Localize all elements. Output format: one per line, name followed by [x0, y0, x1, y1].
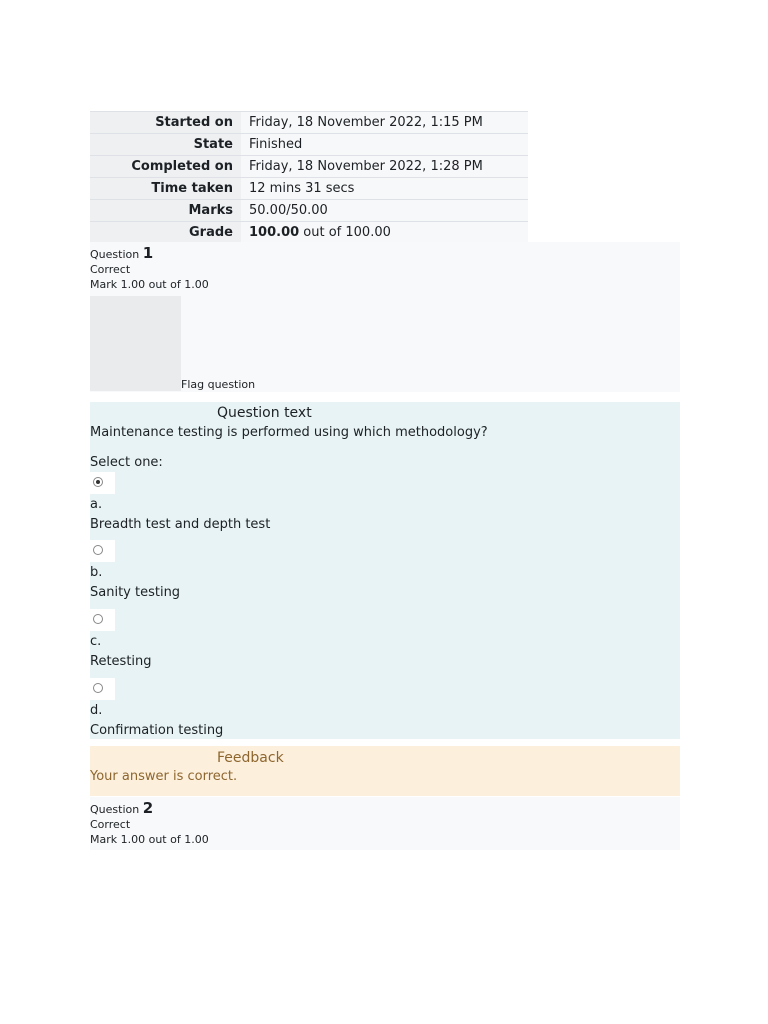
question-number-value: 2 [142, 799, 154, 817]
question-2-info [90, 797, 680, 850]
summary-value: 50.00/50.00 [241, 200, 528, 222]
radio-button-checked[interactable] [90, 472, 115, 494]
summary-label: Time taken [90, 178, 241, 200]
answer-text: Retesting [90, 654, 152, 669]
feedback-message: Your answer is correct. [90, 769, 238, 784]
radio-button[interactable] [90, 678, 115, 700]
answer-option-d[interactable] [90, 678, 390, 740]
summary-value [241, 222, 528, 244]
question-prefix: Question [90, 803, 140, 816]
question-grade: Mark 1.00 out of 1.00 [90, 278, 209, 291]
question-number-value: 1 [142, 244, 154, 262]
summary-row-started [90, 112, 528, 134]
answer-text: Breadth test and depth test [90, 517, 271, 532]
answer-text: Sanity testing [90, 585, 181, 600]
question-text: Maintenance testing is performed using which methodology? [90, 425, 488, 440]
summary-value: 12 mins 31 secs [241, 178, 528, 200]
answer-option-c[interactable] [90, 609, 390, 671]
question-number [90, 801, 680, 817]
summary-row-grade [90, 222, 528, 244]
summary-row-marks [90, 200, 528, 222]
question-prefix: Question [90, 248, 140, 261]
answer-option-a[interactable] [90, 472, 390, 534]
question-1-feedback [90, 746, 680, 796]
answer-letter: a. [90, 497, 103, 512]
summary-label: Started on [90, 112, 241, 134]
radio-button[interactable] [90, 609, 115, 631]
summary-label: Grade [90, 222, 241, 244]
question-text-header: Question text [217, 405, 312, 421]
summary-label: Completed on [90, 156, 241, 178]
summary-label: State [90, 134, 241, 156]
answer-text: Confirmation testing [90, 723, 224, 738]
answer-option-b[interactable] [90, 540, 390, 602]
answer-letter: b. [90, 565, 103, 580]
question-1-info [90, 242, 680, 392]
summary-row-state [90, 134, 528, 156]
summary-label: Marks [90, 200, 241, 222]
feedback-header: Feedback [217, 750, 284, 766]
question-number [90, 246, 680, 262]
question-grade: Mark 1.00 out of 1.00 [90, 833, 209, 846]
summary-value: Friday, 18 November 2022, 1:28 PM [241, 156, 528, 178]
flag-question-icon[interactable] [90, 296, 181, 391]
question-state: Correct [90, 818, 131, 831]
summary-row-completed [90, 156, 528, 178]
grade-out-of: out of 100.00 [299, 225, 391, 241]
summary-value: Friday, 18 November 2022, 1:15 PM [241, 112, 528, 134]
attempt-summary-table [90, 111, 528, 244]
summary-row-time-taken [90, 178, 528, 200]
question-1-formulation [90, 402, 680, 739]
select-one-prompt: Select one: [90, 455, 163, 470]
answer-letter: c. [90, 634, 102, 649]
question-state: Correct [90, 263, 131, 276]
flag-question-link[interactable]: Flag question [181, 378, 256, 391]
summary-value: Finished [241, 134, 528, 156]
answer-letter: d. [90, 703, 103, 718]
grade-score: 100.00 [249, 225, 300, 241]
radio-button[interactable] [90, 540, 115, 562]
